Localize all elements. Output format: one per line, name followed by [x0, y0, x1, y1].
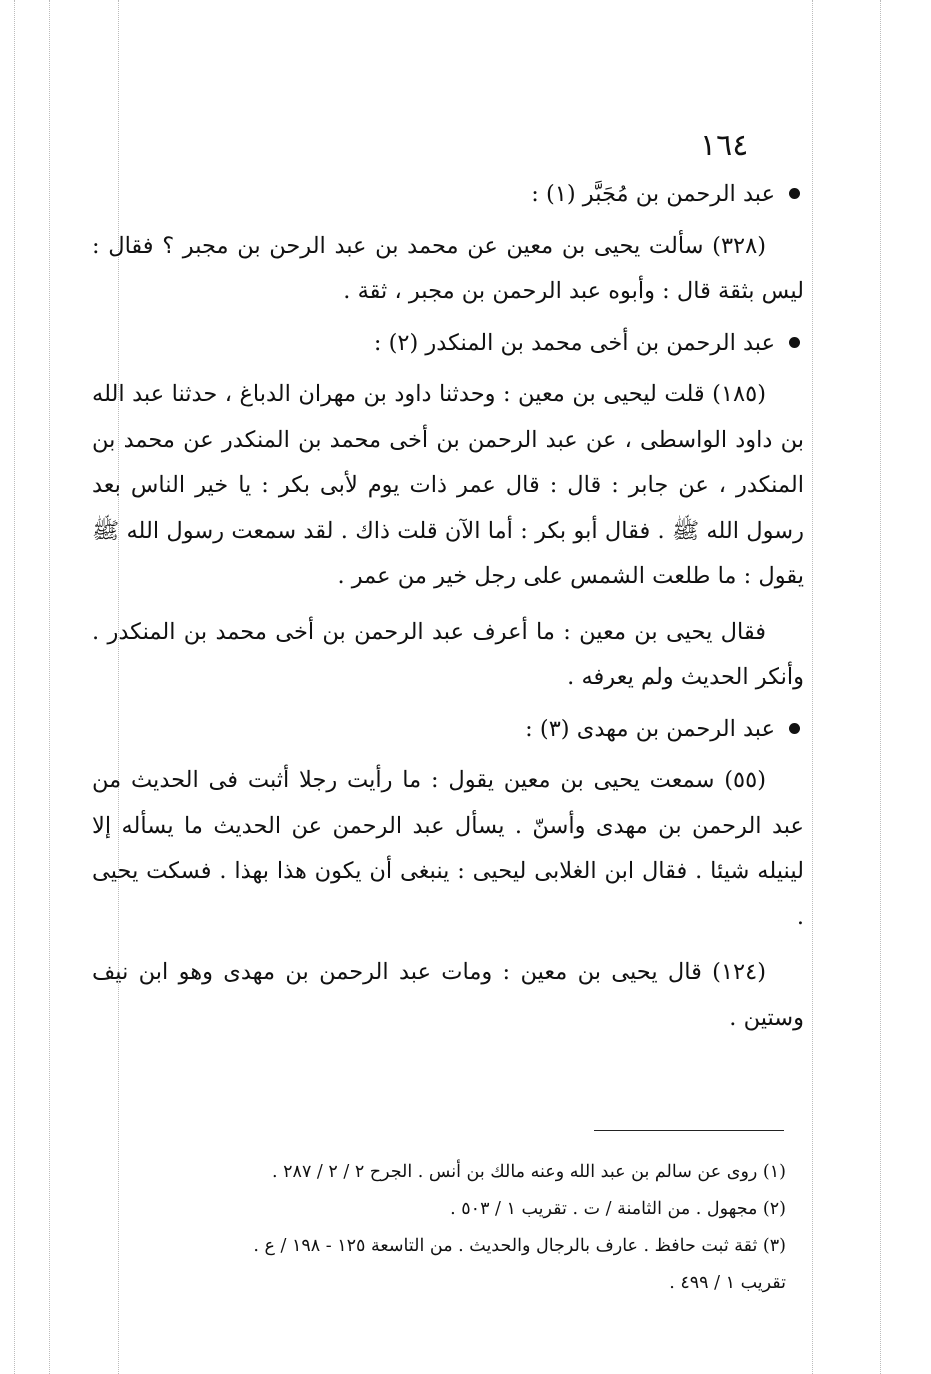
entry-heading-text: عبد الرحمن بن أخى محمد بن المنكدر (٢) : [373, 329, 775, 356]
scan-guide-line [880, 0, 881, 1374]
narration-paragraph: فقال يحيى بن معين : ما أعرف عبد الرحمن بن أخى محمد بن المنكدر . وأنكر الحديث ولم يعرفه . [92, 618, 804, 690]
scan-guide-line [49, 0, 50, 1374]
entry-heading-text: عبد الرحمن بن مهدى (٣) : [525, 715, 775, 742]
entry-heading-text: عبد الرحمن بن مُجَبَّر (١) : [531, 181, 775, 207]
scan-guide-line [14, 0, 15, 1374]
entry-heading [92, 321, 804, 367]
scan-guide-line [812, 0, 813, 1374]
footnotes [96, 1154, 786, 1302]
footnote-separator [594, 1130, 784, 1131]
footnote-1: (١) روى عن سالم بن عبد الله وعنه مالك بن أنس . الجرح ٢ / ٢ / ٢٨٧ . [272, 1162, 786, 1182]
bullet-icon [789, 723, 800, 734]
page-number: ١٦٤ [700, 128, 749, 163]
entry-heading [92, 172, 804, 218]
bullet-icon [789, 188, 800, 199]
narration-paragraph: (٣٢٨) سألت يحيى بن معين عن محمد بن عبد الرحن بن مجبر ؟ فقال : ليس بثقة قال : وأبوه عبد الرحمن بن مجبر ، ثقة . [92, 232, 804, 304]
footnote-3: (٣) ثقة ثبت حافظ . عارف بالرجال والحديث . من التاسعة ١٢٥ - ١٩٨ / ع . [253, 1236, 786, 1256]
bullet-icon [789, 337, 800, 348]
entry-heading [92, 707, 804, 753]
narration-paragraph: (١٢٤) قال يحيى بن معين : ومات عبد الرحمن بن مهدى وهو ابن نيف وستين . [92, 959, 804, 1031]
main-text [92, 170, 804, 1051]
footnote-2: (٢) مجهول . من الثامنة / ت . تقريب ١ / ٥٠٣ . [450, 1199, 786, 1219]
narration-paragraph: (٥٥) سمعت يحيى بن معين يقول : ما رأيت رجلا أثبت فى الحديث من عبد الرحمن بن مهدى وأسنّ . يسأل عبد الرحمن عن الحديث ما يسأله إلا لينيله شيئا . فقال ابن الغلابى ليحيى : ينبغى أن يكون هذا بهذا . فسكت يحيى . [92, 767, 804, 930]
narration-paragraph: (١٨٥) قلت ليحيى بن معين : وحدثنا داود بن مهران الدباغ ، حدثنا عبد الله بن داود الواسطى ، عن عبد الرحمن بن أخى محمد بن المنكدر عن محمد بن المنكدر ، عن جابر : قال : قال عمر ذات يوم لأبى بكر : يا خير الناس بعد رسول الله ﷺ . فقال أبو بكر : أما الآن قلت ذاك . لقد سمعت رسول الله ﷺ يقول : ما طلعت الشمس على رجل خير من عمر . [92, 381, 804, 589]
footnote-3-continuation: تقريب ١ / ٤٩٩ . [669, 1273, 786, 1293]
